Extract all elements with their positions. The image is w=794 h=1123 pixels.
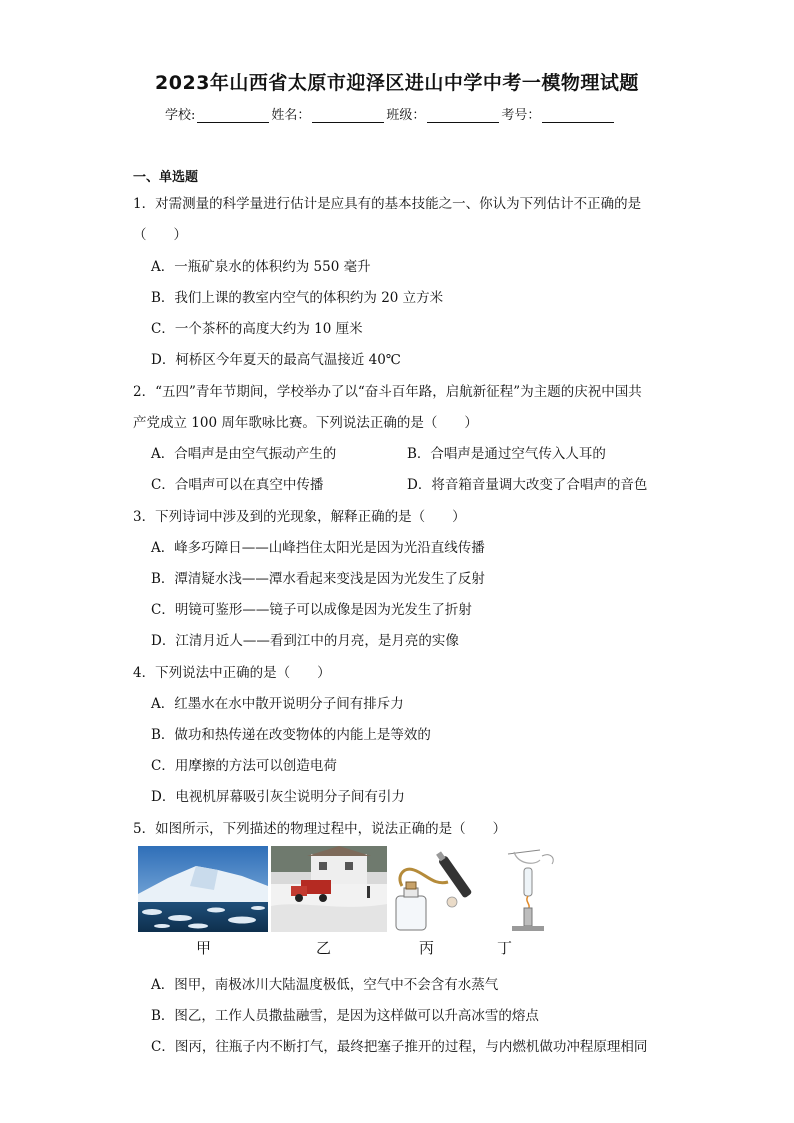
question-3-option-a: A．峰多巧障日——山峰挡住太阳光是因为光沿直线传播: [151, 540, 485, 556]
question-2-option-b: B．合唱声是通过空气传入人耳的: [407, 446, 606, 462]
question-1-stem-line-2: （ ）: [133, 227, 187, 243]
figure-label-yi: 乙: [316, 939, 332, 957]
question-5-stem: 5．如图所示，下列描述的物理过程中，说法正确的是（ ）: [133, 821, 507, 837]
question-2-option-d: D．将音箱音量调大改变了合唱声的音色: [407, 477, 648, 493]
question-3-stem: 3．下列诗词中涉及到的光现象，解释正确的是（ ）: [133, 509, 466, 525]
question-2-stem-line-1: 2．“五四”青年节期间，学校举办了以“奋斗百年路，启航新征程”为主题的庆祝中国共: [133, 384, 642, 400]
question-3-option-b: B．潭清疑水浅——潭水看起来变浅是因为光发生了反射: [151, 571, 485, 587]
snow-road-photo: [271, 846, 387, 932]
question-1-option-c: C．一个茶杯的高度大约为 10 厘米: [151, 321, 363, 337]
question-4-option-a: A．红墨水在水中散开说明分子间有排斥力: [151, 696, 404, 712]
figure-label-bing: 丙: [419, 939, 435, 957]
question-1-stem-line-1: 1．对需测量的科学量进行估计是应具有的基本技能之一、你认为下列估计不正确的是: [133, 196, 642, 212]
question-4-option-d: D．电视机屏幕吸引灰尘说明分子间有引力: [151, 789, 405, 805]
figure-label-ding: 丁: [497, 939, 513, 957]
number-blank: [542, 108, 614, 123]
question-1-option-a: A．一瓶矿泉水的体积约为 550 毫升: [151, 259, 371, 275]
student-info-line: [165, 104, 616, 123]
question-1-option-b: B．我们上课的教室内空气的体积约为 20 立方米: [151, 290, 444, 306]
number-label: 考号：: [501, 108, 541, 123]
school-blank: [197, 108, 269, 123]
class-label: 班级：: [386, 108, 426, 123]
question-3-option-d: D．江清月近人——看到江中的月亮，是月亮的实像: [151, 633, 459, 649]
question-4-stem: 4．下列说法中正确的是（ ）: [133, 665, 331, 681]
question-4-option-b: B．做功和热传递在改变物体的内能上是等效的: [151, 727, 431, 743]
question-2-option-c: C．合唱声可以在真空中传播: [151, 477, 324, 493]
name-label: 姓名：: [271, 108, 311, 123]
question-5-option-a: A．图甲，南极冰川大陆温度极低，空气中不会含有水蒸气: [151, 977, 499, 993]
school-label: 学校:: [165, 108, 196, 123]
air-pump-bottle-diagram: [390, 846, 490, 932]
iceberg-photo: [138, 846, 268, 932]
question-2-stem-line-2: 产党成立 100 周年歌咏比赛。下列说法正确的是（ ）: [133, 415, 478, 431]
class-blank: [427, 108, 499, 123]
question-5-option-c: C．图丙，往瓶子内不断打气，最终把塞子推开的过程，与内燃机做功冲程原理相同: [151, 1039, 648, 1055]
document-title: 2023年山西省太原市迎泽区进山中学中考一模物理试题: [155, 72, 639, 94]
question-2-option-a: A．合唱声是由空气振动产生的: [151, 446, 337, 462]
question-1-option-d: D．柯桥区今年夏天的最高气温接近 40℃: [151, 352, 401, 368]
question-4-option-c: C．用摩擦的方法可以创造电荷: [151, 758, 337, 774]
test-tube-heating-diagram: [494, 846, 564, 932]
name-blank: [312, 108, 384, 123]
question-5-option-b: B．图乙，工作人员撒盐融雪，是因为这样做可以升高冰雪的熔点: [151, 1008, 539, 1024]
figure-label-jia: 甲: [196, 939, 212, 957]
section-heading: 一、单选题: [133, 170, 199, 185]
question-3-option-c: C．明镜可鉴形——镜子可以成像是因为光发生了折射: [151, 602, 472, 618]
